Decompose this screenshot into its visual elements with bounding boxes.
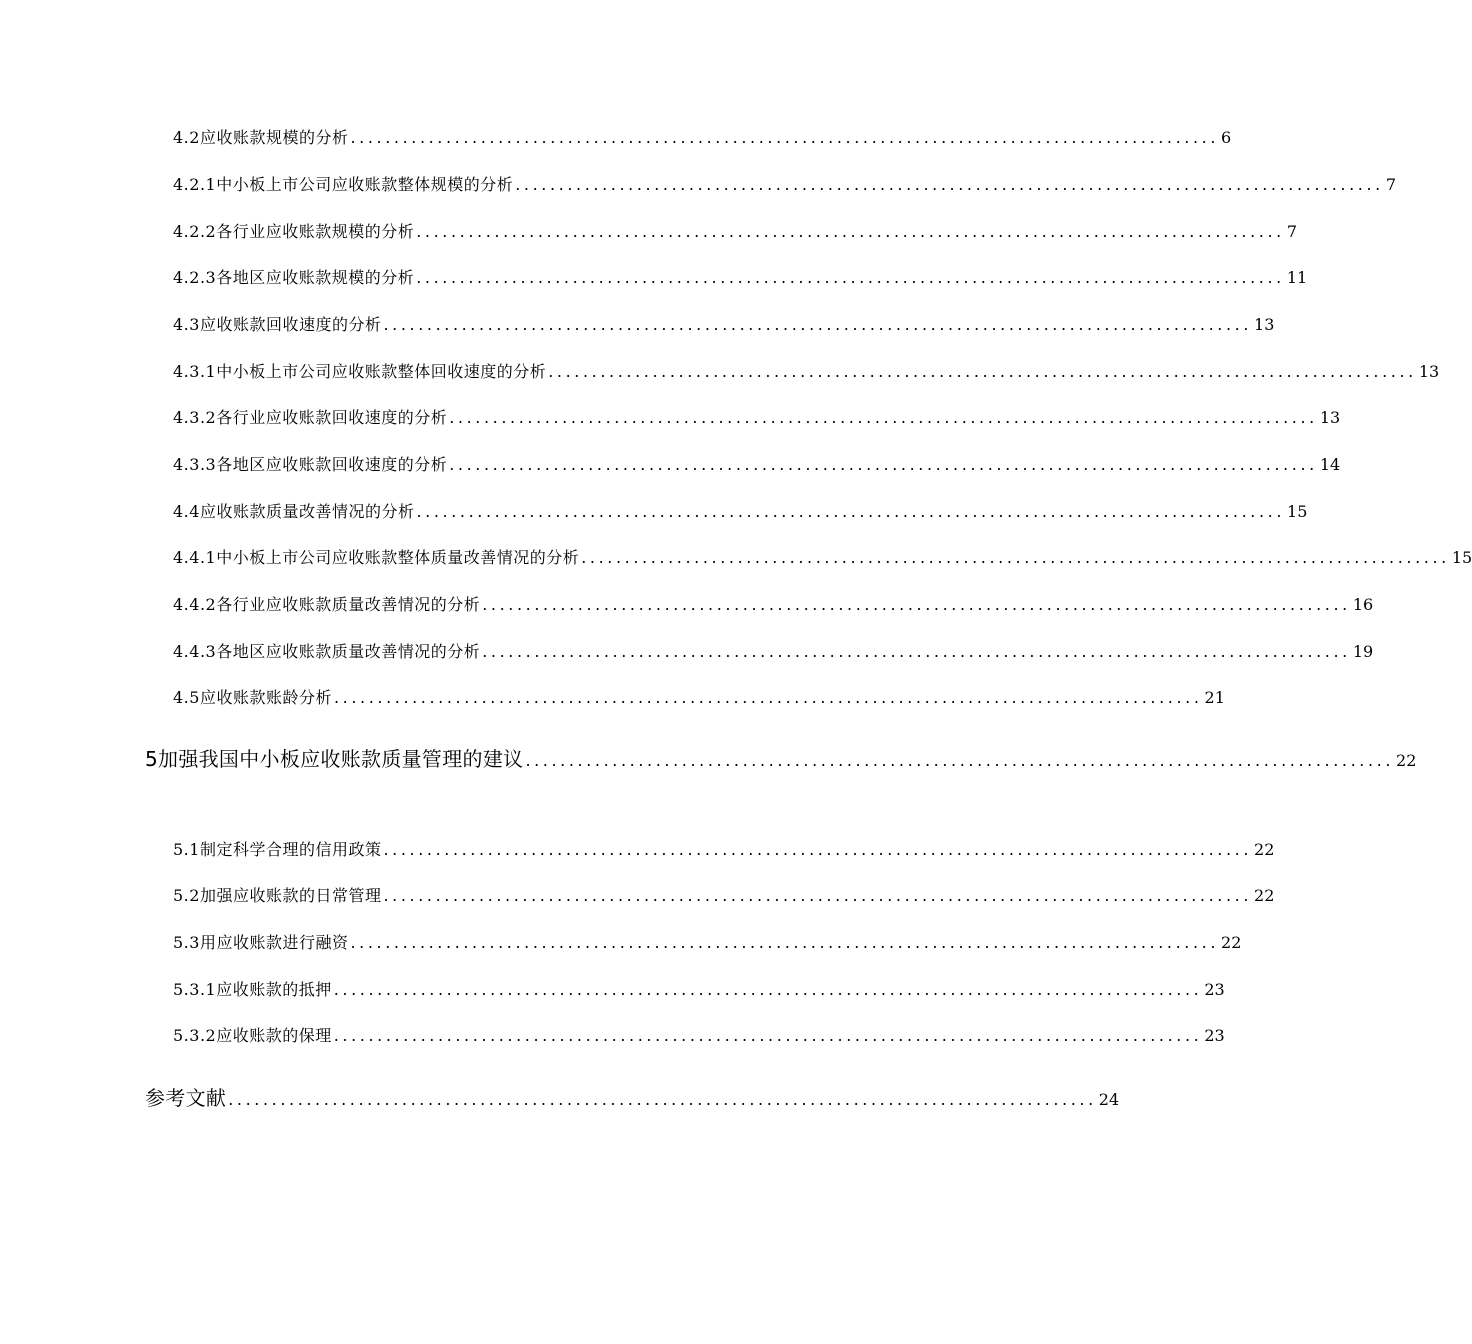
toc-entry-4-2[interactable] bbox=[173, 126, 1232, 150]
toc-entry-4-4[interactable] bbox=[173, 500, 1308, 524]
toc-entry-5-3[interactable] bbox=[173, 931, 1242, 955]
toc-entry-title: 4.3应收账款回收速度的分析 bbox=[173, 315, 382, 334]
dot-leader: .................................................................................................... bbox=[449, 408, 1318, 427]
toc-entry-page: 24 bbox=[1098, 1090, 1120, 1109]
toc-entry-5-1[interactable] bbox=[173, 838, 1275, 862]
toc-entry-page: 22 bbox=[1221, 933, 1242, 952]
toc-entry-title: 4.4应收账款质量改善情况的分析 bbox=[173, 502, 415, 521]
dot-leader: .................................................................................................... bbox=[350, 128, 1220, 147]
toc-entry-references[interactable] bbox=[145, 1083, 1120, 1113]
toc-entry-title: 4.5应收账款账龄分析 bbox=[173, 688, 332, 707]
toc-entry-4-2-2[interactable] bbox=[173, 220, 1297, 244]
toc-entry-4-4-2[interactable] bbox=[173, 593, 1374, 617]
toc-entry-title: 4.2.3各地区应收账款规模的分析 bbox=[173, 268, 415, 287]
toc-entry-page: 21 bbox=[1204, 688, 1225, 707]
dot-leader: .................................................................................................... bbox=[515, 175, 1384, 194]
dot-leader: .................................................................................................... bbox=[548, 362, 1417, 381]
toc-entry-page: 19 bbox=[1352, 642, 1374, 661]
dot-leader: .................................................................................................... bbox=[383, 886, 1253, 905]
toc-entry-page: 16 bbox=[1352, 595, 1374, 614]
toc-entry-chapter-5[interactable] bbox=[145, 744, 1417, 774]
toc-entry-page: 13 bbox=[1254, 315, 1275, 334]
dot-leader: .................................................................................................... bbox=[383, 840, 1253, 859]
toc-entry-4-2-1[interactable] bbox=[173, 173, 1396, 197]
toc-entry-title: 5.1制定科学合理的信用政策 bbox=[173, 840, 382, 859]
toc-entry-4-5[interactable] bbox=[173, 686, 1225, 710]
toc-entry-page: 22 bbox=[1254, 886, 1275, 905]
toc-chapter-title: 参考文献 bbox=[145, 1086, 227, 1110]
toc-entry-4-3-3[interactable] bbox=[173, 453, 1341, 477]
toc-entry-4-4-1[interactable] bbox=[173, 546, 1472, 570]
dot-leader: .................................................................................................... bbox=[416, 222, 1285, 241]
toc-entry-page: 23 bbox=[1204, 980, 1225, 999]
dot-leader: .................................................................................................... bbox=[228, 1090, 1097, 1109]
dot-leader: .................................................................................................... bbox=[581, 548, 1450, 567]
toc-entry-title: 5.3.1应收账款的抵押 bbox=[173, 980, 332, 999]
toc-chapter-title: 5加强我国中小板应收账款质量管理的建议 bbox=[145, 747, 524, 771]
dot-leader: .................................................................................................... bbox=[416, 268, 1285, 287]
toc-entry-page: 6 bbox=[1221, 128, 1232, 147]
toc-entry-title: 4.2.1中小板上市公司应收账款整体规模的分析 bbox=[173, 175, 514, 194]
dot-leader: .................................................................................................... bbox=[333, 1026, 1203, 1045]
toc-entry-title: 4.4.3各地区应收账款质量改善情况的分析 bbox=[173, 642, 481, 661]
toc-entry-title: 5.3.2应收账款的保理 bbox=[173, 1026, 332, 1045]
toc-entry-page: 14 bbox=[1319, 455, 1341, 474]
toc-entry-4-2-3[interactable] bbox=[173, 266, 1308, 290]
toc-entry-page: 7 bbox=[1286, 222, 1297, 241]
toc-entry-5-2[interactable] bbox=[173, 884, 1275, 908]
toc-entry-title: 4.2应收账款规模的分析 bbox=[173, 128, 349, 147]
toc-entry-page: 15 bbox=[1451, 548, 1472, 567]
toc-entry-title: 4.2.2各行业应收账款规模的分析 bbox=[173, 222, 415, 241]
toc-entry-page: 22 bbox=[1254, 840, 1275, 859]
dot-leader: .................................................................................................... bbox=[333, 980, 1203, 999]
toc-entry-page: 15 bbox=[1287, 502, 1308, 521]
dot-leader: .................................................................................................... bbox=[350, 933, 1220, 952]
dot-leader: .................................................................................................... bbox=[482, 595, 1351, 614]
toc-entry-page: 7 bbox=[1385, 175, 1396, 194]
toc-entry-title: 5.3用应收账款进行融资 bbox=[173, 933, 349, 952]
dot-leader: .................................................................................................... bbox=[482, 642, 1351, 661]
toc-entry-4-4-3[interactable] bbox=[173, 640, 1374, 664]
dot-leader: .................................................................................................... bbox=[416, 502, 1286, 521]
toc-entry-page: 22 bbox=[1396, 751, 1417, 770]
toc-entry-title: 4.4.1中小板上市公司应收账款整体质量改善情况的分析 bbox=[173, 548, 580, 567]
dot-leader: .................................................................................................... bbox=[449, 455, 1318, 474]
toc-entry-title: 4.3.1中小板上市公司应收账款整体回收速度的分析 bbox=[173, 362, 547, 381]
toc-entry-4-3-2[interactable] bbox=[173, 406, 1341, 430]
toc-entry-title: 4.3.3各地区应收账款回收速度的分析 bbox=[173, 455, 448, 474]
toc-entry-page: 11 bbox=[1286, 268, 1308, 287]
toc-entry-title: 4.3.2各行业应收账款回收速度的分析 bbox=[173, 408, 448, 427]
toc-entry-4-3[interactable] bbox=[173, 313, 1275, 337]
toc-entry-4-3-1[interactable] bbox=[173, 360, 1440, 384]
toc-entry-title: 5.2加强应收账款的日常管理 bbox=[173, 886, 382, 905]
dot-leader: .................................................................................................... bbox=[525, 751, 1395, 770]
toc-entry-page: 23 bbox=[1204, 1026, 1225, 1045]
toc-entry-5-3-1[interactable] bbox=[173, 978, 1225, 1002]
toc-entry-title: 4.4.2各行业应收账款质量改善情况的分析 bbox=[173, 595, 481, 614]
dot-leader: .................................................................................................... bbox=[333, 688, 1203, 707]
toc-entry-page: 13 bbox=[1319, 408, 1341, 427]
toc-entry-page: 13 bbox=[1418, 362, 1440, 381]
dot-leader: .................................................................................................... bbox=[383, 315, 1253, 334]
toc-entry-5-3-2[interactable] bbox=[173, 1024, 1225, 1048]
